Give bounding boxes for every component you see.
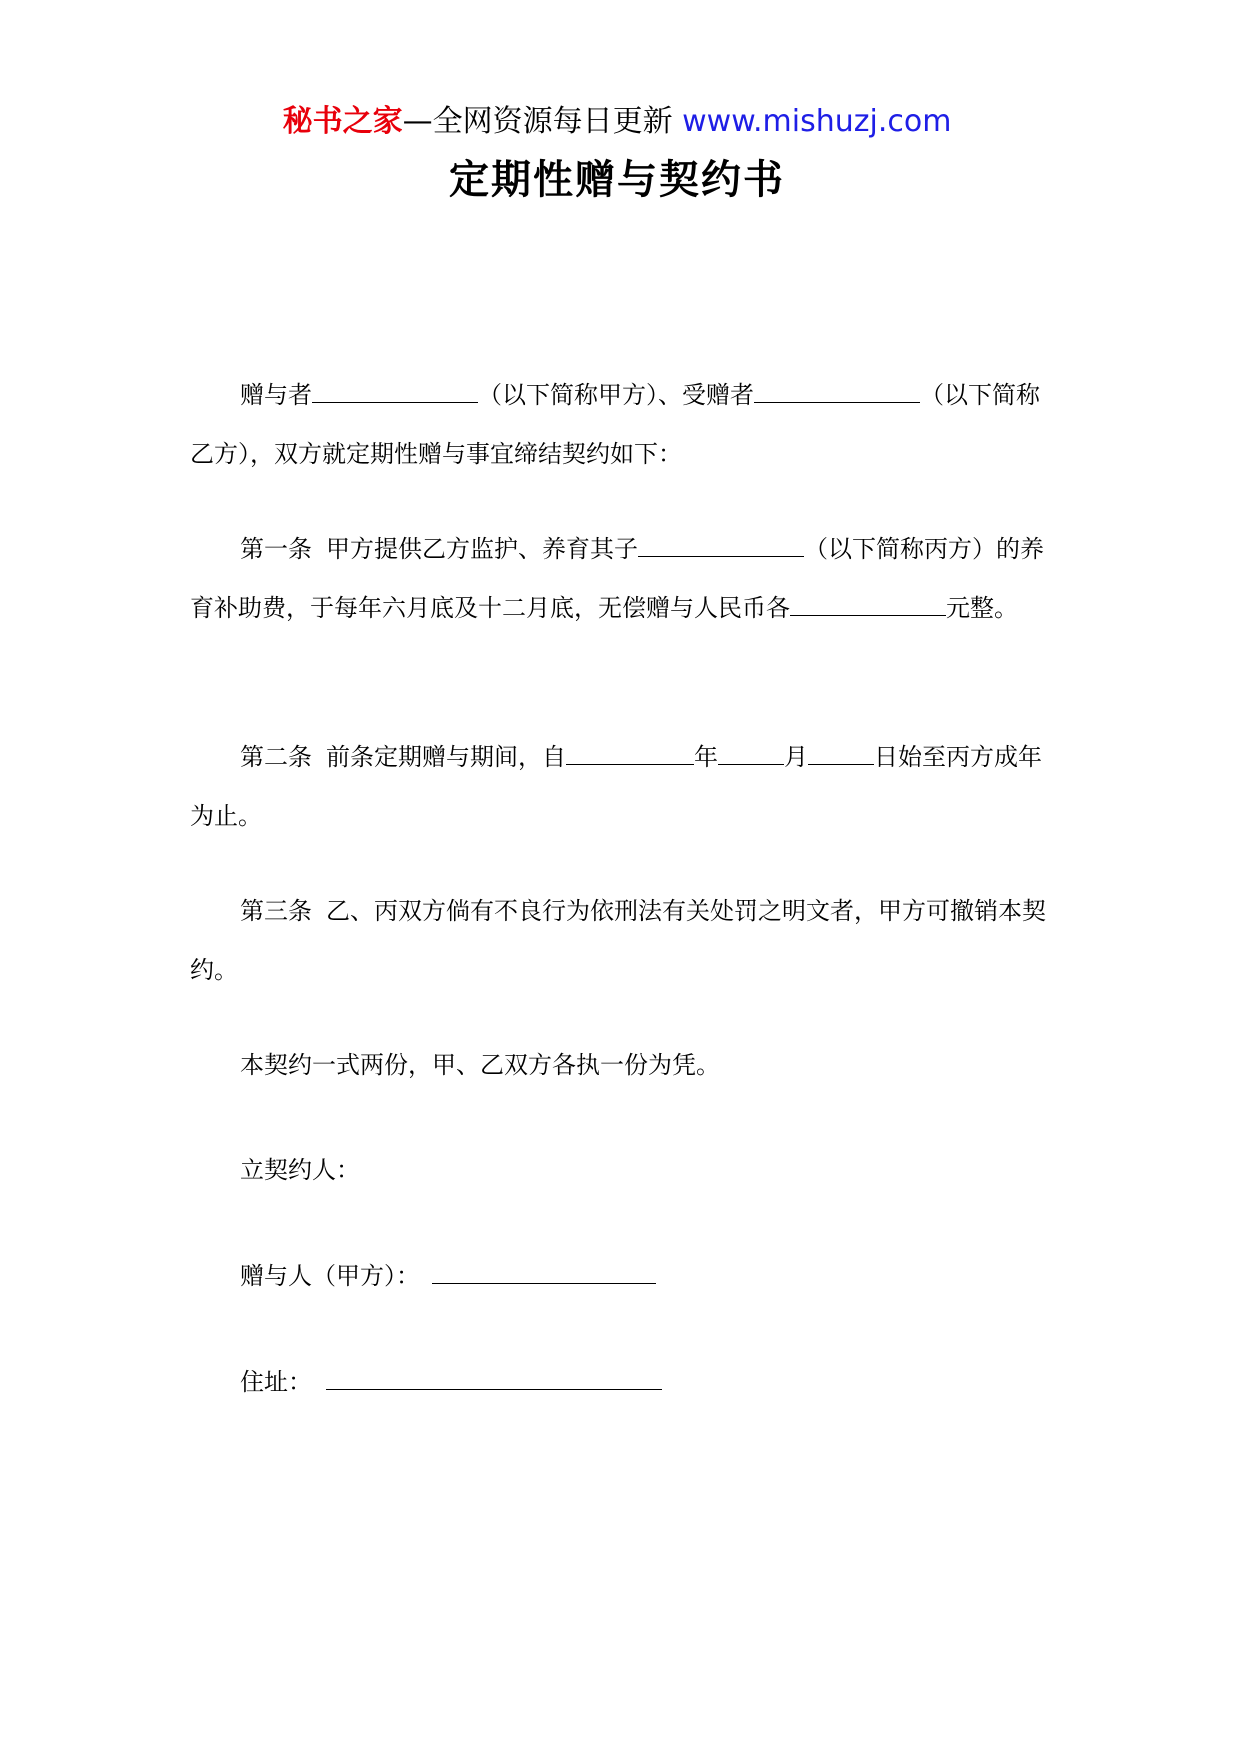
article-2-text-2: 日始至丙方成年为止。	[190, 743, 1042, 830]
month-label: 月	[784, 743, 808, 771]
start-year-blank[interactable]	[566, 742, 694, 765]
donor-signature-blank[interactable]	[432, 1261, 656, 1284]
amount-blank[interactable]	[790, 593, 946, 616]
site-brand: 秘书之家	[282, 104, 403, 139]
site-header	[0, 100, 1234, 144]
start-month-blank[interactable]	[718, 742, 784, 765]
site-url[interactable]: www.mishuzj.com	[682, 104, 952, 139]
year-label: 年	[694, 743, 718, 771]
signatory-label: 立契约人：	[240, 1156, 360, 1184]
recipient-name-blank[interactable]	[754, 380, 920, 403]
address-blank[interactable]	[326, 1367, 662, 1390]
article-3-text: 乙、丙双方倘有不良行为依刑法有关处罚之明文者，甲方可撤销本契约。	[190, 897, 1046, 984]
address-label: 住址：	[240, 1368, 312, 1396]
address-row	[240, 1362, 662, 1402]
intro-paragraph	[190, 366, 1050, 484]
article-2-label: 第二条	[240, 743, 312, 771]
article-1-text-1: 甲方提供乙方监护、养育其子	[326, 535, 638, 563]
article-2	[190, 728, 1050, 846]
copies-text: 本契约一式两份，甲、乙双方各执一份为凭。	[240, 1051, 720, 1079]
intro-text-2: （以下简称甲方）、受赠者	[478, 381, 754, 409]
donor-label: 赠与人（甲方）：	[240, 1262, 420, 1290]
child-name-blank[interactable]	[638, 534, 804, 557]
article-1-label: 第一条	[240, 535, 312, 563]
article-1	[190, 520, 1050, 638]
article-1-text-2: （以下简称丙方）的养育补助费，于每年六月底及十二月底，无偿赠与人民币各	[190, 535, 1044, 622]
intro-text-1: 赠与者	[240, 381, 312, 409]
article-3	[190, 882, 1050, 1000]
intro-text-3: （以下简称乙方），双方就定期性赠与事宜缔结契约如下：	[190, 381, 1040, 468]
copies-paragraph	[190, 1036, 1050, 1095]
site-tagline: —全网资源每日更新	[402, 104, 683, 139]
article-3-label: 第三条	[240, 897, 312, 925]
article-1-text-3: 元整。	[946, 594, 1018, 622]
start-day-blank[interactable]	[808, 742, 874, 765]
document-title: 定期性赠与契约书	[449, 157, 785, 203]
donor-name-blank[interactable]	[312, 380, 478, 403]
donor-signature-row	[240, 1256, 656, 1296]
article-2-text-1: 前条定期赠与期间，自	[326, 743, 566, 771]
